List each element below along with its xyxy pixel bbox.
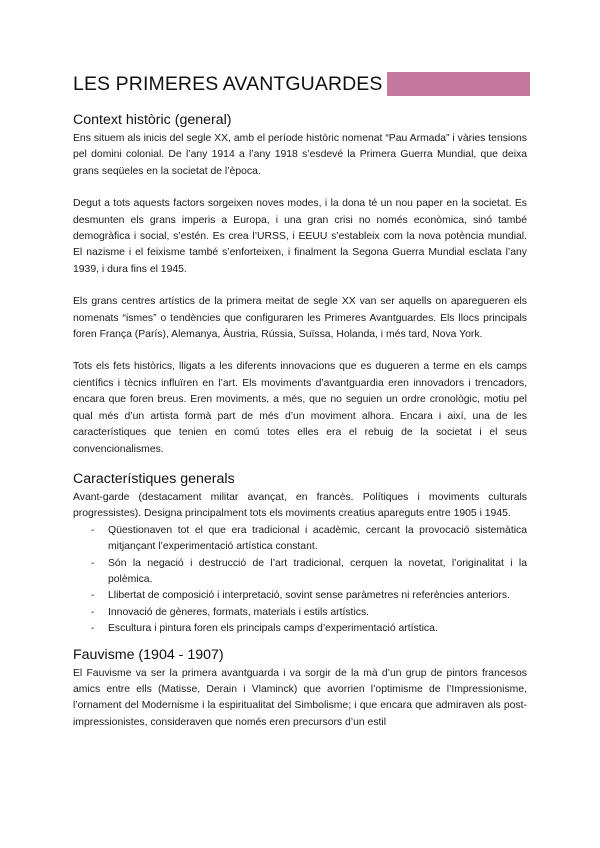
paragraph: Degut a tots aquests factors sorgeixen noves modes, i la dona té un nou paper en la societat. Es desmunten els grans imperis a Europa, i una gran crisi no només econòmica, sinó també demogràfica i social, s’estén. Es crea l’URSS, i EEUU s’estableix com la nova potència mundial. El nazisme i el feixisme també s’enforteixen, i finalment la Segona Guerra Mundial esclata l’any 1939, i dura fins el 1945.	[73, 198, 527, 275]
paragraph: Tots els fets històrics, lligats a les diferents innovacions que es dugueren a terme en els camps científics i tècnics influïren en l’art. Els moviments d’avantguardia eren innovadors i trencadors, encara que foren breus. Eren moviments, a més, que no seguien un ordre cronològic, motiu pel qual més d’un artista formà part de més d’un moviment alhora. Encara i així, una de les característiques que tenien en comú totes elles era el rebuig de la societat i el seus convencionalismes.	[73, 361, 527, 455]
section-heading-fauvisme: Fauvisme (1904 - 1907)	[73, 646, 224, 663]
list-item: - Innovació de gèneres, formats, materials i estils artístics.	[73, 605, 527, 621]
title-row	[73, 71, 530, 97]
list-item: - Qüestionaven tot el que era tradicional i acadèmic, cercant la provocació sistemàtica mitjançant l’experimentació artística constant.	[73, 523, 527, 556]
paragraph: El Fauvisme va ser la primera avantguarda i va sorgir de la mà d’un grup de pintors francesos amics entre ells (Matisse, Derain i Vlaminck) que avorrien l’optimisme de l’Impressionisme, l’ornament del Modernisme i la espiritualitat del Simbolisme; i que encara que admiraven als post-impressionistes, consideraven que només eren precursors d’un estil	[73, 667, 527, 728]
paragraph: Els grans centres artístics de la primera meitat de segle XX van ser aquells on aparegueren els nomenats “ismes” o tendències que configuraren les Primeres Avantguardes. Els llocs principals foren França (París), Alemanya, Àustria, Rússia, Suïssa, Holanda, i més tard, Nova York.	[73, 296, 527, 341]
title-accent-bar	[387, 72, 530, 96]
paragraph: Ens situem als inicis del segle XX, amb el període històric nomenat “Pau Armada” i vàries tensions pel domini colonial. De l’any 1914 a l’any 1918 s’esdevé la Primera Guerra Mundial, que deixa grans seqüeles en la societat de l’època.	[73, 133, 527, 177]
list-item: - Llibertat de composició i interpretació, sovint sense paràmetres ni referències anteriors.	[73, 588, 527, 604]
section-heading-context: Context històric (general)	[73, 112, 232, 128]
section-heading-characteristics: Característiques generals	[73, 470, 235, 487]
list-item: - Són la negació i destrucció de l’art tradicional, cerquen la novetat, l’originalitat i la polèmica.	[73, 556, 527, 589]
document-body	[73, 110, 527, 731]
paragraph: Avant-garde (destacament militar avançat, en francès. Polítiques i moviments culturals progressistes). Designa principalment tots els moviments creatius apareguts entre 1905 i 1945.	[73, 491, 527, 520]
page-title: LES PRIMERES AVANTGUARDES	[73, 73, 383, 95]
characteristics-list	[73, 523, 527, 638]
list-item: - Escultura i pintura foren els principals camps d’experimentació artística.	[73, 621, 527, 637]
